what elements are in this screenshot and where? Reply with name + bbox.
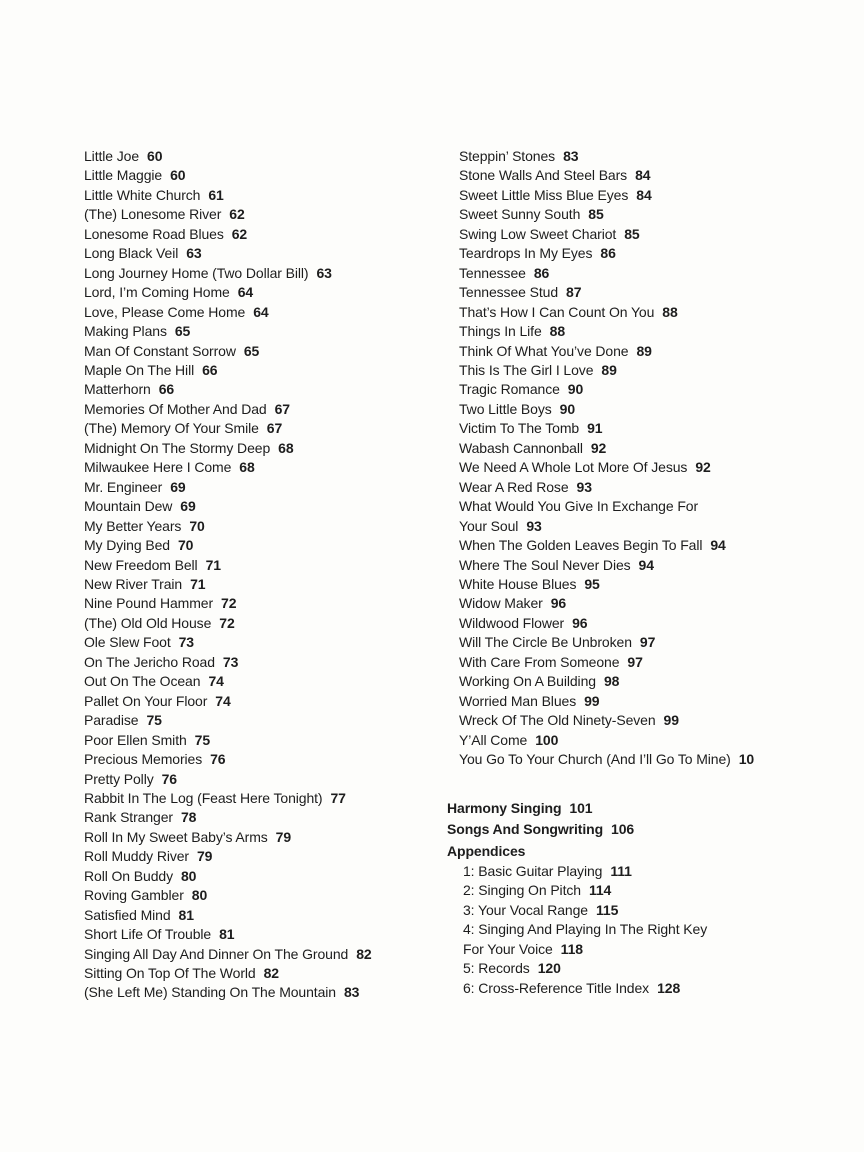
entry-page-number: 90 bbox=[559, 400, 576, 417]
entry-title: Songs And Songwriting bbox=[447, 821, 604, 837]
index-entry bbox=[459, 303, 847, 322]
entry-page-number: 106 bbox=[611, 821, 635, 837]
entry-title: Midnight On The Stormy Deep bbox=[84, 439, 271, 456]
entry-title: Making Plans bbox=[84, 323, 167, 340]
entry-title: Steppin’ Stones bbox=[459, 148, 556, 164]
back-matter-section-headings bbox=[447, 798, 847, 863]
entry-page-number: 70 bbox=[189, 517, 205, 534]
entry-title: Wildwood Flower bbox=[459, 614, 565, 631]
entry-page-number: 62 bbox=[231, 225, 248, 242]
entry-page-number: 94 bbox=[710, 537, 726, 554]
index-entry bbox=[463, 862, 847, 881]
entry-title: 4: Singing And Playing In The Right Key bbox=[463, 921, 708, 938]
entry-page-number: 120 bbox=[537, 960, 561, 977]
index-entry bbox=[459, 672, 847, 691]
entry-page-number: 118 bbox=[560, 940, 583, 957]
index-entry bbox=[447, 841, 847, 863]
entry-title: Wabash Cannonball bbox=[459, 439, 583, 456]
entry-title: My Dying Bed bbox=[84, 537, 170, 554]
entry-page-number: 91 bbox=[587, 420, 603, 437]
entry-title: Lord, I’m Coming Home bbox=[84, 284, 230, 301]
entry-page-number: 71 bbox=[205, 556, 221, 573]
entry-title: New Freedom Bell bbox=[84, 556, 198, 573]
entry-title: 2: Singing On Pitch bbox=[463, 882, 581, 899]
back-matter bbox=[447, 798, 847, 999]
entry-page-number: 99 bbox=[663, 712, 679, 729]
entry-title: Will The Circle Be Unbroken bbox=[459, 634, 632, 651]
entry-page-number: 68 bbox=[239, 459, 255, 476]
entry-page-number: 85 bbox=[624, 225, 640, 242]
entry-title: Teardrops In My Eyes bbox=[459, 245, 593, 262]
appendix-list bbox=[463, 862, 847, 998]
index-entry bbox=[459, 380, 847, 399]
song-index-list-right bbox=[459, 147, 847, 770]
entry-title: 3: Your Vocal Range bbox=[463, 901, 588, 918]
index-entry bbox=[84, 789, 444, 808]
index-entry bbox=[459, 147, 847, 166]
entry-title: Nine Pound Hammer bbox=[84, 595, 214, 612]
entry-page-number: 10 bbox=[738, 751, 755, 768]
index-entry bbox=[463, 881, 847, 900]
index-entry bbox=[84, 731, 444, 750]
entry-page-number: 84 bbox=[636, 186, 652, 203]
index-entry bbox=[84, 205, 444, 224]
entry-title: Stone Walls And Steel Bars bbox=[459, 167, 628, 184]
entry-page-number: 80 bbox=[180, 867, 197, 884]
entry-page-number: 67 bbox=[266, 420, 283, 437]
entry-page-number: 93 bbox=[526, 517, 542, 534]
entry-title: You Go To Your Church (And I’ll Go To Mine) bbox=[459, 751, 731, 768]
entry-title: Ole Slew Foot bbox=[84, 634, 171, 651]
index-entry bbox=[84, 380, 444, 399]
entry-title: New River Train bbox=[84, 575, 183, 592]
entry-title: Working On A Building bbox=[459, 673, 596, 690]
index-entry bbox=[84, 556, 444, 575]
entry-title: Paradise bbox=[84, 712, 139, 729]
entry-title: Long Journey Home (Two Dollar Bill) bbox=[84, 264, 309, 281]
index-entry bbox=[84, 808, 444, 827]
entry-page-number: 60 bbox=[147, 148, 163, 164]
entry-page-number: 82 bbox=[356, 945, 372, 962]
entry-title: Widow Maker bbox=[459, 595, 543, 612]
index-entry bbox=[84, 147, 444, 166]
entry-page-number: 73 bbox=[222, 653, 239, 670]
index-entry bbox=[459, 244, 847, 263]
entry-title: Victim To The Tomb bbox=[459, 420, 580, 437]
entry-page-number: 100 bbox=[535, 731, 559, 748]
entry-title: (She Left Me) Standing On The Mountain bbox=[84, 984, 336, 1001]
entry-page-number: 76 bbox=[210, 751, 226, 768]
entry-title: Long Black Veil bbox=[84, 245, 179, 262]
entry-title: (The) Old Old House bbox=[84, 614, 212, 631]
entry-page-number: 90 bbox=[567, 381, 584, 398]
index-entry bbox=[84, 750, 444, 769]
entry-page-number: 89 bbox=[636, 342, 652, 359]
entry-page-number: 83 bbox=[563, 148, 579, 164]
entry-title: Tragic Romance bbox=[459, 381, 560, 398]
entry-title: Maple On The Hill bbox=[84, 361, 195, 378]
index-entry bbox=[84, 925, 444, 944]
entry-page-number: 92 bbox=[695, 459, 711, 476]
entry-title: Sweet Little Miss Blue Eyes bbox=[459, 186, 629, 203]
entry-page-number: 128 bbox=[657, 979, 681, 996]
entry-page-number: 97 bbox=[627, 653, 643, 670]
index-entry bbox=[84, 225, 444, 244]
entry-title: Satisfied Mind bbox=[84, 906, 171, 923]
entry-title: Tennessee Stud bbox=[459, 284, 559, 301]
entry-title: (The) Lonesome River bbox=[84, 206, 222, 223]
index-entry bbox=[459, 225, 847, 244]
index-entry bbox=[459, 400, 847, 419]
entry-page-number: 72 bbox=[221, 595, 237, 612]
index-entry bbox=[463, 979, 847, 998]
song-index-list-left bbox=[84, 147, 444, 1003]
index-entry bbox=[84, 244, 444, 263]
index-entry bbox=[447, 819, 847, 841]
entry-page-number: 68 bbox=[278, 439, 294, 456]
index-entry bbox=[459, 283, 847, 302]
entry-page-number: 71 bbox=[190, 575, 206, 592]
entry-page-number: 85 bbox=[588, 206, 604, 223]
entry-title: Sitting On Top Of The World bbox=[84, 965, 256, 982]
entry-page-number: 84 bbox=[635, 167, 651, 184]
entry-page-number: 67 bbox=[274, 400, 290, 417]
index-entry bbox=[459, 361, 847, 380]
entry-page-number: 115 bbox=[595, 901, 619, 918]
index-entry bbox=[84, 964, 444, 983]
index-entry bbox=[459, 166, 847, 185]
index-entry bbox=[84, 945, 444, 964]
entry-page-number: 75 bbox=[194, 731, 211, 748]
index-entry bbox=[84, 575, 444, 594]
entry-page-number: 111 bbox=[610, 863, 632, 879]
entry-title: Mr. Engineer bbox=[84, 478, 163, 495]
index-entry bbox=[459, 439, 847, 458]
index-entry bbox=[459, 322, 847, 341]
entry-title: Pallet On Your Floor bbox=[84, 692, 208, 709]
entry-title: Where The Soul Never Dies bbox=[459, 556, 631, 573]
entry-title: Lonesome Road Blues bbox=[84, 225, 224, 242]
entry-title: Singing All Day And Dinner On The Ground bbox=[84, 945, 349, 962]
entry-page-number: 78 bbox=[180, 809, 197, 826]
entry-page-number: 66 bbox=[202, 361, 218, 378]
entry-title: Two Little Boys bbox=[459, 400, 552, 417]
entry-page-number: 99 bbox=[584, 692, 600, 709]
index-entry bbox=[459, 750, 847, 769]
entry-page-number: 89 bbox=[601, 361, 617, 378]
index-left-column bbox=[84, 147, 444, 1003]
entry-page-number: 64 bbox=[253, 303, 269, 320]
entry-page-number: 65 bbox=[243, 342, 260, 359]
entry-title: With Care From Someone bbox=[459, 653, 620, 670]
entry-title: Swing Low Sweet Chariot bbox=[459, 225, 617, 242]
entry-title: White House Blues bbox=[459, 575, 577, 592]
index-entry bbox=[459, 594, 847, 613]
entry-page-number: 86 bbox=[600, 245, 616, 262]
entry-title: Poor Ellen Smith bbox=[84, 731, 187, 748]
entry-page-number: 81 bbox=[219, 926, 235, 943]
entry-title: Worried Man Blues bbox=[459, 692, 577, 709]
entry-page-number: 74 bbox=[208, 673, 224, 690]
index-entry bbox=[459, 711, 847, 730]
entry-page-number: 79 bbox=[275, 828, 292, 845]
entry-title: Memories Of Mother And Dad bbox=[84, 400, 267, 417]
index-entry bbox=[84, 847, 444, 866]
index-entry bbox=[84, 614, 444, 633]
index-entry bbox=[459, 517, 847, 536]
entry-page-number: 86 bbox=[533, 264, 550, 281]
entry-page-number: 77 bbox=[330, 789, 346, 806]
entry-title: What Would You Give In Exchange For bbox=[459, 498, 699, 515]
index-entry bbox=[84, 186, 444, 205]
entry-page-number: 75 bbox=[146, 712, 162, 729]
index-entry bbox=[84, 303, 444, 322]
entry-page-number: 69 bbox=[170, 478, 186, 495]
entry-title: Love, Please Come Home bbox=[84, 303, 246, 320]
index-entry bbox=[459, 458, 847, 477]
entry-page-number: 101 bbox=[569, 799, 593, 816]
entry-title: Wear A Red Rose bbox=[459, 478, 569, 495]
entry-title: Appendices bbox=[447, 842, 526, 859]
entry-title: (The) Memory Of Your Smile bbox=[84, 420, 259, 437]
entry-page-number: 61 bbox=[208, 186, 224, 203]
index-entry bbox=[463, 901, 847, 920]
entry-title: Roll Muddy River bbox=[84, 848, 189, 865]
entry-title: For Your Voice bbox=[463, 940, 553, 957]
entry-title: Out On The Ocean bbox=[84, 673, 201, 690]
entry-page-number: 76 bbox=[161, 770, 177, 787]
entry-title: 1: Basic Guitar Playing bbox=[463, 863, 603, 879]
index-entry bbox=[459, 205, 847, 224]
entry-title: Little Joe bbox=[84, 148, 140, 164]
index-entry bbox=[459, 342, 847, 361]
index-entry bbox=[459, 536, 847, 555]
entry-page-number: 79 bbox=[197, 848, 213, 865]
index-entry bbox=[84, 322, 444, 341]
entry-page-number: 72 bbox=[219, 614, 235, 631]
entry-title: 6: Cross-Reference Title Index bbox=[463, 979, 650, 996]
entry-title: Precious Memories bbox=[84, 751, 203, 768]
index-entry bbox=[84, 983, 444, 1002]
index-entry bbox=[459, 478, 847, 497]
entry-title: This Is The Girl I Love bbox=[459, 361, 594, 378]
index-entry bbox=[84, 342, 444, 361]
index-entry bbox=[459, 731, 847, 750]
entry-page-number: 94 bbox=[638, 556, 654, 573]
entry-title: Tennessee bbox=[459, 264, 526, 281]
entry-page-number: 92 bbox=[590, 439, 607, 456]
index-entry bbox=[84, 711, 444, 730]
entry-title: We Need A Whole Lot More Of Jesus bbox=[459, 459, 688, 476]
entry-title: Roll In My Sweet Baby’s Arms bbox=[84, 828, 268, 845]
index-entry bbox=[84, 419, 444, 438]
entry-page-number: 66 bbox=[158, 381, 175, 398]
entry-page-number: 70 bbox=[177, 537, 194, 554]
index-entry bbox=[84, 886, 444, 905]
entry-page-number: 93 bbox=[576, 478, 592, 495]
index-entry bbox=[84, 692, 444, 711]
entry-title: Little Maggie bbox=[84, 167, 163, 184]
index-entry bbox=[459, 497, 847, 516]
entry-title: Things In Life bbox=[459, 323, 542, 340]
index-entry bbox=[84, 536, 444, 555]
entry-page-number: 60 bbox=[170, 167, 186, 184]
index-entry bbox=[459, 556, 847, 575]
index-entry bbox=[84, 458, 444, 477]
entry-title: Short Life Of Trouble bbox=[84, 926, 212, 943]
entry-title: Your Soul bbox=[459, 517, 519, 534]
entry-page-number: 82 bbox=[263, 965, 279, 982]
entry-title: Roving Gambler bbox=[84, 887, 184, 904]
index-entry bbox=[463, 920, 847, 939]
index-entry bbox=[84, 867, 444, 886]
entry-title: That’s How I Can Count On You bbox=[459, 303, 655, 320]
entry-page-number: 96 bbox=[572, 614, 588, 631]
entry-title: On The Jericho Road bbox=[84, 653, 215, 670]
index-entry bbox=[84, 828, 444, 847]
index-entry bbox=[84, 283, 444, 302]
entry-page-number: 64 bbox=[237, 284, 254, 301]
index-entry bbox=[459, 186, 847, 205]
index-entry bbox=[84, 400, 444, 419]
entry-title: My Better Years bbox=[84, 517, 182, 534]
index-entry bbox=[84, 653, 444, 672]
entry-page-number: 95 bbox=[584, 575, 600, 592]
index-entry bbox=[84, 264, 444, 283]
index-entry bbox=[84, 478, 444, 497]
entry-title: Roll On Buddy bbox=[84, 867, 173, 884]
entry-page-number: 81 bbox=[178, 906, 194, 923]
entry-title: Little White Church bbox=[84, 186, 201, 203]
entry-page-number: 96 bbox=[550, 595, 567, 612]
index-entry bbox=[84, 594, 444, 613]
entry-page-number: 65 bbox=[174, 323, 191, 340]
entry-page-number: 83 bbox=[343, 984, 360, 1001]
index-entry bbox=[463, 959, 847, 978]
index-entry bbox=[84, 770, 444, 789]
entry-title: Matterhorn bbox=[84, 381, 151, 398]
entry-title: Milwaukee Here I Come bbox=[84, 459, 232, 476]
index-right-column bbox=[447, 147, 847, 998]
index-entry bbox=[84, 497, 444, 516]
entry-page-number: 88 bbox=[662, 303, 678, 320]
entry-page-number: 63 bbox=[186, 245, 202, 262]
index-entry bbox=[84, 361, 444, 380]
entry-page-number: 80 bbox=[191, 887, 208, 904]
index-entry bbox=[447, 798, 847, 820]
index-entry bbox=[84, 906, 444, 925]
index-entry bbox=[459, 419, 847, 438]
entry-title: Y’All Come bbox=[459, 731, 528, 748]
entry-title: Sweet Sunny South bbox=[459, 206, 581, 223]
index-entry bbox=[459, 692, 847, 711]
entry-title: Mountain Dew bbox=[84, 498, 173, 515]
entry-page-number: 63 bbox=[316, 264, 332, 281]
entry-page-number: 73 bbox=[178, 634, 194, 651]
entry-page-number: 87 bbox=[566, 284, 582, 301]
entry-title: Think Of What You’ve Done bbox=[459, 342, 629, 359]
entry-title: Pretty Polly bbox=[84, 770, 154, 787]
entry-page-number: 98 bbox=[603, 673, 620, 690]
index-entry bbox=[84, 166, 444, 185]
entry-page-number: 74 bbox=[215, 692, 231, 709]
entry-page-number: 62 bbox=[229, 206, 245, 223]
entry-page-number: 97 bbox=[639, 634, 656, 651]
entry-title: Wreck Of The Old Ninety-Seven bbox=[459, 712, 656, 729]
index-entry bbox=[459, 653, 847, 672]
entry-page-number: 69 bbox=[180, 498, 196, 515]
index-entry bbox=[459, 264, 847, 283]
entry-page-number: 88 bbox=[549, 323, 566, 340]
index-entry bbox=[84, 517, 444, 536]
index-entry bbox=[84, 633, 444, 652]
index-entry bbox=[459, 575, 847, 594]
index-entry bbox=[459, 633, 847, 652]
entry-title: Rabbit In The Log (Feast Here Tonight) bbox=[84, 789, 323, 806]
entry-title: 5: Records bbox=[463, 960, 530, 977]
entry-page-number: 114 bbox=[588, 882, 612, 899]
entry-title: Harmony Singing bbox=[447, 799, 562, 816]
index-entry bbox=[84, 672, 444, 691]
entry-title: When The Golden Leaves Begin To Fall bbox=[459, 537, 703, 554]
entry-title: Man Of Constant Sorrow bbox=[84, 342, 236, 359]
entry-title: Rank Stranger bbox=[84, 809, 173, 826]
index-entry bbox=[459, 614, 847, 633]
index-entry bbox=[84, 439, 444, 458]
index-entry bbox=[463, 940, 847, 959]
